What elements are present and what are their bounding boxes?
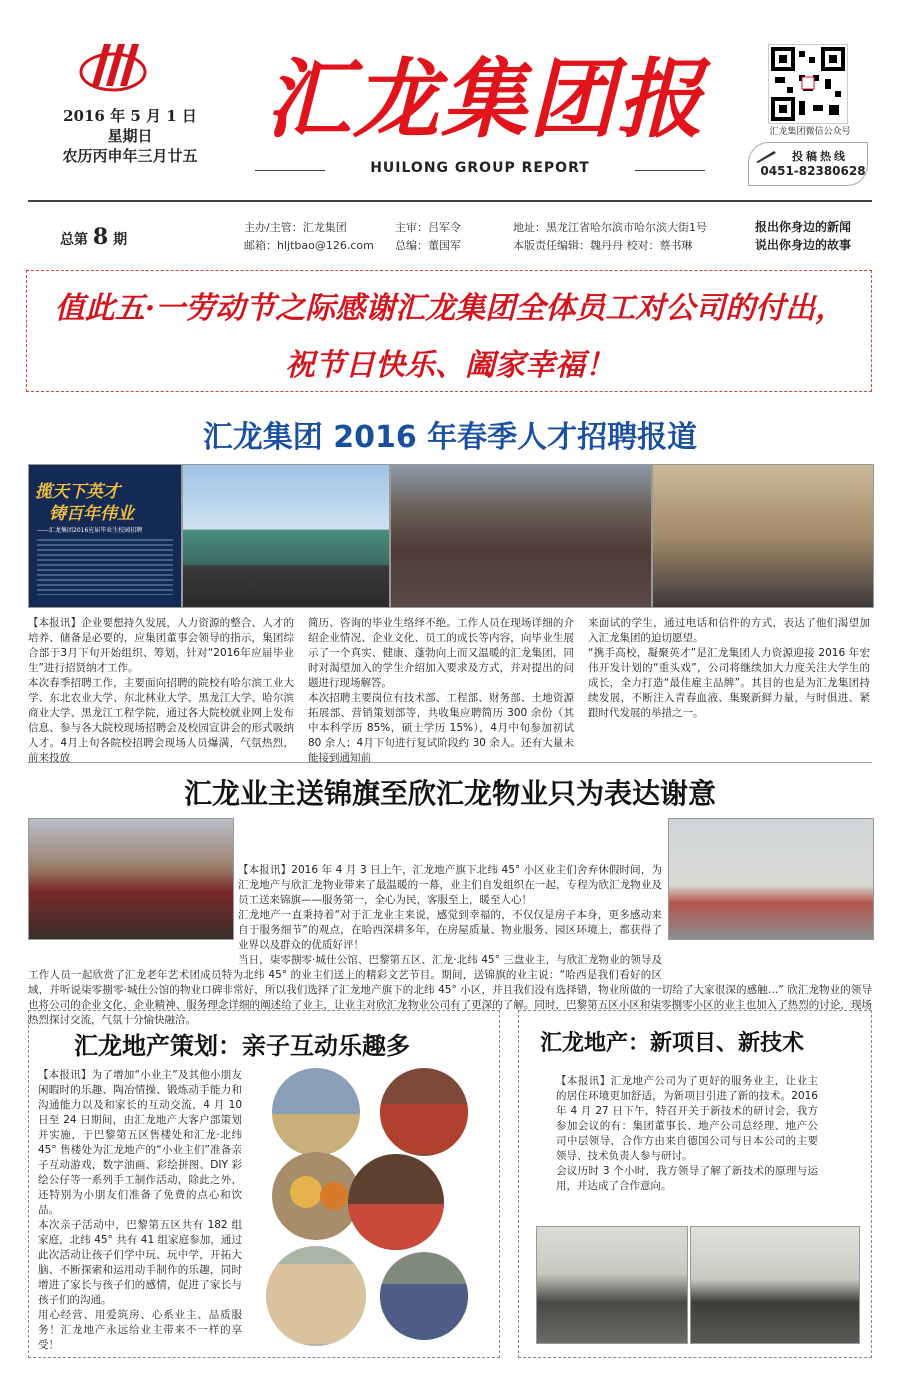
issue-number	[60, 224, 180, 250]
qr-code	[768, 44, 848, 124]
article1-column-2: 简历、咨询的毕业生络绎不绝。工作人员在现场详细的介绍企业情况、企业文化、员工的成长等内容，向毕业生展示了一个真实、健康、蓬勃向上而又温暖的汇龙集团，同时对渴望加入的学生介绍加入要求及方式，并对提出的问题进行现场解答。 本次招聘主要岗位有技术部、工程部、财务部、土地资源拓展部、营销策划部等，共收集应聘简历 300 余份（其中本科学历 85%，硕士学历 15%），4月中旬参加初试 80 余人；4月下旬进行复试阶段约 30 余人。还有大量未能接到通知前	[308, 617, 574, 764]
info-address: 地址：黑龙江省哈尔滨市哈尔滨大街1号	[513, 221, 707, 234]
article2-body	[28, 818, 872, 1028]
newspaper-title: 汇龙集团报	[265, 50, 705, 150]
newspaper-subtitle: HUILONG GROUP REPORT	[370, 160, 590, 176]
article4-headline: 汇龙地产：新项目、新技术	[540, 1031, 805, 1056]
divider	[635, 170, 705, 171]
text-wrap-spacer-left	[28, 833, 238, 955]
meeting-photo-1	[536, 1226, 688, 1344]
article4-body: 【本报讯】汇龙地产公司为了更好的服务业主，让业主的居住环境更加舒适，为新项目引进了新的技术。2016 年 4 月 27 日下午，特召开关于新技术的研讨会，我方参加会议的有：集团董事长、地产公司总经理、地产公司中层领导，合作方由来自德国公司与日本公司的主要领导、技术负责人参与研讨。 会议历时 3 个小时，我方领导了解了新技术的原理与运用，并达成了合作意向。	[556, 1075, 818, 1192]
article2-headline: 汇龙业主送锦旗至欣汇龙物业只为表达谢意	[183, 777, 716, 810]
activity-collage	[246, 1064, 496, 1354]
lunar-date: 农历丙申年三月廿五	[62, 147, 198, 165]
greeting-line-2: 祝节日快乐、阖家幸福！	[285, 348, 615, 383]
poster-body	[37, 539, 173, 595]
info-editors: 本版责任编辑：魏丹丹 校对：蔡书琳	[513, 239, 693, 252]
meeting-photo-2	[690, 1226, 860, 1344]
article2-text: 【本报讯】2016 年 4 月 3 日上午，汇龙地产旗下北纬 45° 小区业主们舍弃休假时间，为汇龙地产与欣汇龙物业带来了最温暖的一幕，业主们自发组织在一起，专程为欣汇龙物业及员工送来锦旗——服务第一，全心为民，客服至上，暖至人心！ 汇龙地产一直秉持着“对于汇龙业主来说，感觉到幸福的，不仅仅是房子本身，更多感动来自于服务细节”的观点，在哈西深耕多年，在房屋质量、物业服务、园区环境上，都获得了业界以及群众的优质好评！ 当日，柒零捌零·城仕公馆、巴黎第五区、汇龙·北纬 45° 三盘业主，与欣汇龙物业的领导及工作人员一起欣赏了汇龙老年艺术团成员特为北纬 45° 的业主们送上的精彩文艺节目。期间，送锦旗的业主说：“哈西是我们看好的区域，并听说柒零捌零·城仕公馆的物业口碑非常好，所以我们选择了汇龙地产旗下的北纬 45° 小区，并且我们没有选择错，物业所做的一切给了大家很深的感触…” 欣汇龙物业的领导也将公司的企业文化、企业精神、服务理念详细的阐述给了业主，让业主对欣汇龙物业公司有了更深的了解。同时，巴黎第五区小区和柒零捌零小区的业主也加入了热烈的讨论，现场热烈探讨交流，气氛十分愉快融洽。	[28, 864, 872, 1026]
issue-value: 8	[92, 224, 109, 250]
info-email: 邮箱：hljtbao@126.com	[244, 239, 374, 252]
article1-headline: 汇龙集团 2016 年春季人才招聘报道	[202, 420, 698, 455]
qr-caption: 汇龙集团微信公众号	[769, 127, 851, 137]
header-rule	[28, 200, 872, 202]
poster-caption: ——汇龙集团2016应届毕业生校园招聘	[37, 527, 143, 534]
poster-text-1: 揽天下英才	[35, 482, 120, 502]
slogan-2: 说出你身边的故事	[755, 238, 852, 252]
text-wrap-spacer-right	[662, 848, 872, 970]
recruitment-poster	[28, 464, 182, 608]
logo-mark	[78, 38, 148, 94]
issue-weekday: 星期日	[107, 127, 153, 145]
info-sponsor: 主办/主管：汇龙集团	[244, 221, 347, 234]
issue-date: 2016 年 5 月 1 日	[63, 107, 197, 125]
article1-column-1: 【本报讯】企业要想持久发展，人力资源的整合、人才的培养、储备是必要的，应集团董事会领导的指示，集团综合部于3月下旬开始组织、筹划，针对“2016年应届毕业生”进行招贤纳才工作。 本次春季招聘工作，主要面向招聘的院校有哈尔滨工业大学、东北农业大学、东北林业大学、黑龙江大学、哈尔滨商业大学、黑龙江工程学院，通过各大院校就业网上发布信息、参与各大院校现场招聘会及校园宣讲会的形式吸纳人才。4月上旬各院校招聘会现场人员爆满，气氛热烈，前来投放	[28, 617, 294, 764]
info-chief-editor: 总编：董国军	[395, 239, 461, 252]
article1-column-3: 来面试的学生，通过电话和信件的方式，表达了他们渴望加入汇龙集团的迫切愿望。 “携手高校，凝聚英才”是汇龙集团人力资源迎接 2016 年宏伟开发计划的“重头戏”，公司将继续加大力度关注大学生的成长，全力打造“最佳雇主品牌”。其目的也是为汇龙集团持续发展，不断注入青春血液、集聚新鲜力量，与时俱进、紧跟时代发展的举措之一。	[588, 617, 870, 719]
job-fair-crowd-photo	[390, 464, 652, 608]
interview-photo	[652, 464, 874, 608]
section-divider	[28, 762, 872, 763]
issue-suffix: 期	[113, 232, 128, 248]
info-chief-reviewer: 主审：吕军令	[395, 221, 461, 234]
poster-text-2: 铸百年伟业	[49, 504, 134, 524]
date-block	[40, 106, 220, 166]
issue-prefix: 总第	[60, 232, 88, 248]
article3-headline: 汇龙地产策划：亲子互动乐趣多	[74, 1032, 410, 1060]
slogan-1: 报出你身边的新闻	[755, 220, 852, 234]
divider	[255, 170, 325, 171]
hotline-label: 投稿热线	[792, 150, 848, 163]
article3-body: 【本报讯】为了增加“小业主”及其他小朋友闲暇时的乐趣、陶冶情操、锻炼动手能力和沟通能力以及和家长的互动交流，4 月 10 日至 24 日期间，由汇龙地产大客户部策划并实施，于巴黎第五区售楼处和汇龙·北纬 45° 售楼处为汇龙地产的“小业主们”准备亲子互动游戏，数字油画、彩绘拼图、DIY 彩绘公仔等一系列手工制作活动，除此之外，还特别为小朋友们准备了免费的点心和饮品。 本次亲子活动中，巴黎第五区共有 182 组家庭，北纬 45° 共有 41 组家庭参加，通过此次活动让孩子们学中玩、玩中学，开拓大脑、不断探索和运用动手制作的乐趣，同时增进了家长与孩子们的感情，促进了家长与孩子们的沟通。 用心经营、用爱筑房、心系业主、品质服务！汇龙地产永远给业主带来不一样的享受！	[38, 1069, 242, 1351]
hotline-number: 0451-82380628	[760, 164, 866, 178]
greeting-line-1: 值此五·一劳动节之际感谢汇龙集团全体员工对公司的付出，	[54, 291, 846, 326]
venue-photo	[182, 464, 390, 608]
